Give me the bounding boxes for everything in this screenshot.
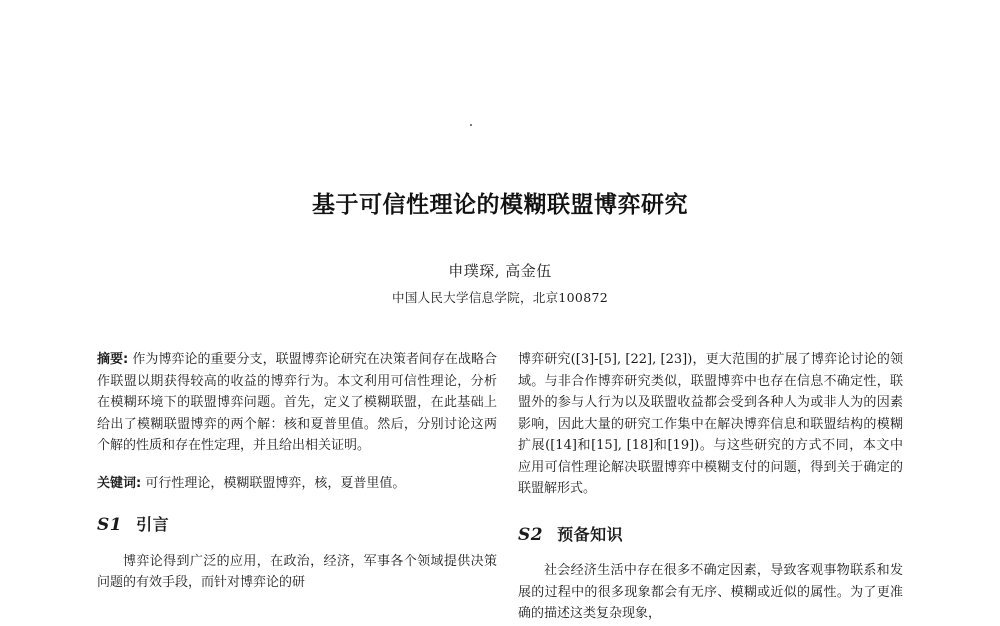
paper-affiliation: 中国人民大学信息学院，北京100872 <box>392 290 608 305</box>
keywords <box>97 473 497 495</box>
section-1-paragraph: 博弈论得到广泛的应用，在政治，经济，军事各个领域提供决策问题的有效手段，而针对博弈论的研 <box>97 553 497 590</box>
paper-title: 基于可信性理论的模糊联盟博弈研究 <box>312 192 688 218</box>
abstract-text: 作为博弈论的重要分支，联盟博弈论研究在决策者间存在战略合作联盟以期获得较高的收益的博弈行为。本文利用可信性理论，分析在模糊环境下的联盟博弈问题。首先，定义了模糊联盟，在此基础上给出了模糊联盟博弈的两个解：核和夏普里值。然后，分别讨论这两个解的性质和存在性定理，并且给出相关证明。 <box>97 352 497 453</box>
keywords-text: 可行性理论，模糊联盟博弈，核，夏普里值。 <box>145 475 406 491</box>
section-2-number: S2 <box>518 524 544 545</box>
section-2-paragraph: 社会经济生活中存在很多不确定因素，导致客观事物联系和发展的过程中的很多现象都会有无序、模糊或近似的属性。为了更准确的描述这类复杂现象， <box>518 563 903 621</box>
section-1-heading <box>97 514 497 537</box>
keywords-label: 关键词: <box>97 475 142 491</box>
left-column <box>97 349 497 594</box>
scan-speck <box>470 124 472 126</box>
section-2-heading <box>518 524 903 547</box>
continued-paragraph: 博弈研究([3]-[5], [22], [23])，更大范围的扩展了博弈论讨论的领域。与非合作博弈研究类似，联盟博弈中也存在信息不确定性，联盟外的参与人行为以及联盟收益都会受到各种人为或非人为的因素影响，因此大量的研究工作集中在解决博弈信息和联盟结构的模糊扩展([14]和[15], [18]和[19])。与这些研究的方式不同，本文中应用可信性理论解决联盟博弈中模糊支付的问题，得到关于确定的联盟解形式。 <box>518 352 903 496</box>
right-column <box>518 349 903 625</box>
section-1-number: S1 <box>97 515 123 535</box>
abstract <box>97 349 497 457</box>
abstract-label: 摘要: <box>97 352 129 367</box>
section-2-title: 预备知识 <box>557 524 624 544</box>
section-1-title: 引言 <box>136 515 170 534</box>
paper-authors: 申璞琛, 高金伍 <box>448 262 552 280</box>
